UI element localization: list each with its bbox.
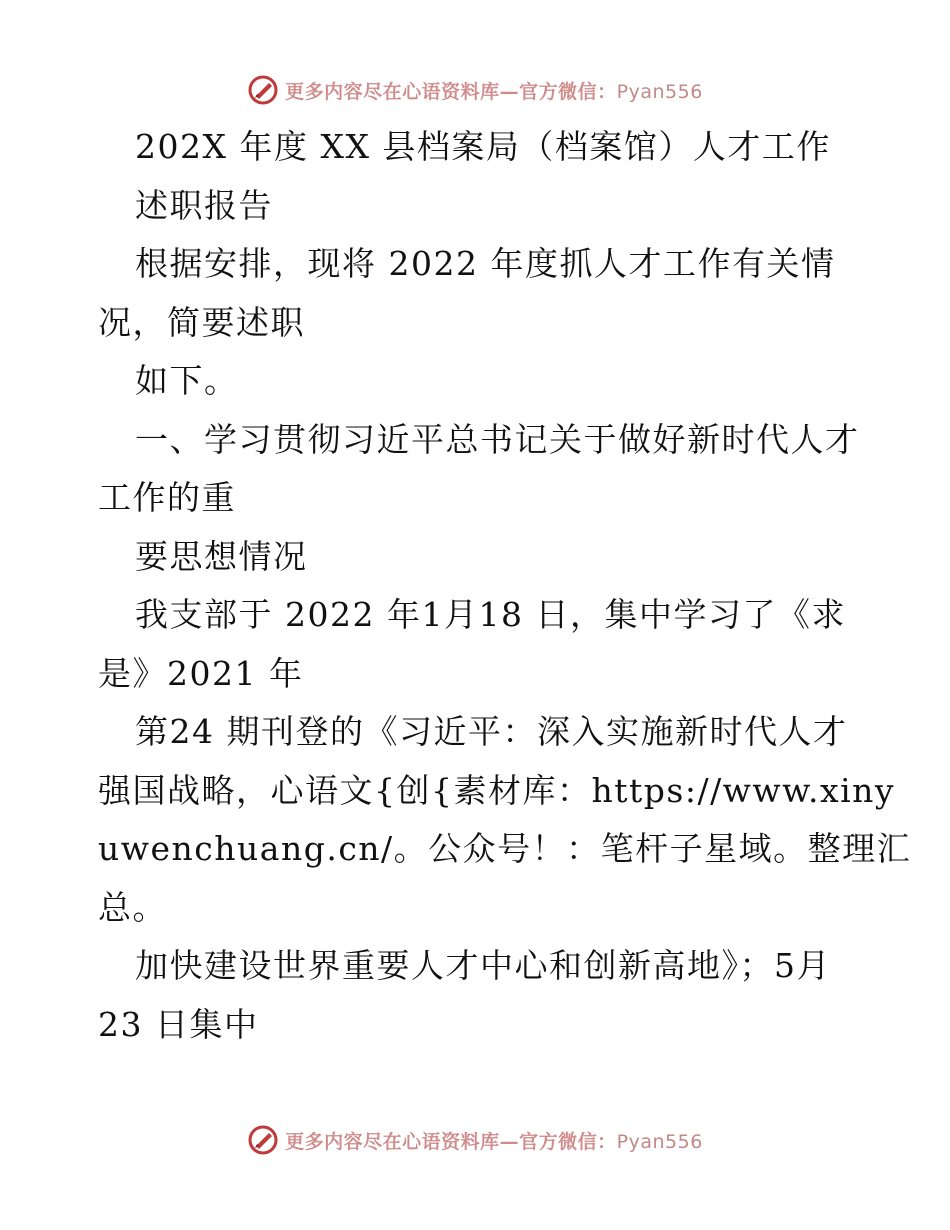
paragraph-line: 况，简要述职 <box>98 302 305 342</box>
section-heading-line: 一、学习贯彻习近平总书记关于做好新时代人才 <box>135 419 860 459</box>
footer-banner <box>0 1120 950 1160</box>
banner-slogan: 更多内容尽在心语资料库—官方微信： <box>285 1130 617 1153</box>
section-heading-line: 要思想情况 <box>135 536 308 576</box>
paragraph-line: 我支部于 2022 年1月18 日，集中学习了《求 <box>135 595 846 634</box>
doc-title-line-1: 202X 年度 XX 县档案局（档案馆）人才工作 <box>135 127 831 166</box>
paragraph-line: 第24 期刊登的《习近平：深入实施新时代人才 <box>135 712 848 751</box>
banner-text <box>285 1127 703 1154</box>
banner-slogan: 更多内容尽在心语资料库—官方微信： <box>285 80 617 103</box>
logo-icon <box>247 74 279 106</box>
logo-icon <box>247 1124 279 1156</box>
paragraph-line: 如下。 <box>135 361 239 400</box>
banner-text <box>285 77 703 104</box>
section-heading-line: 工作的重 <box>98 478 236 517</box>
paragraph-line: uwenchuang.cn/。公众号！：笔杆子星域。整理汇 <box>98 829 912 868</box>
paragraph-line: 23 日集中 <box>98 1004 259 1044</box>
paragraph-line: 总。 <box>98 887 167 927</box>
paragraph-line: 是》2021 年 <box>98 653 304 693</box>
banner-wechat-id: Pyan556 <box>616 80 703 103</box>
paragraph-line: 加快建设世界重要人才中心和创新高地》；5月 <box>135 946 831 985</box>
header-banner <box>0 70 950 110</box>
document-body <box>98 118 912 1054</box>
banner-wechat-id: Pyan556 <box>616 1130 703 1153</box>
doc-title-line-2: 述职报告 <box>135 185 273 225</box>
paragraph-line: 根据安排，现将 2022 年度抓人才工作有关情 <box>135 244 836 283</box>
paragraph-line: 强国战略，心语文{创{素材库：https://www.xiny <box>98 770 896 810</box>
